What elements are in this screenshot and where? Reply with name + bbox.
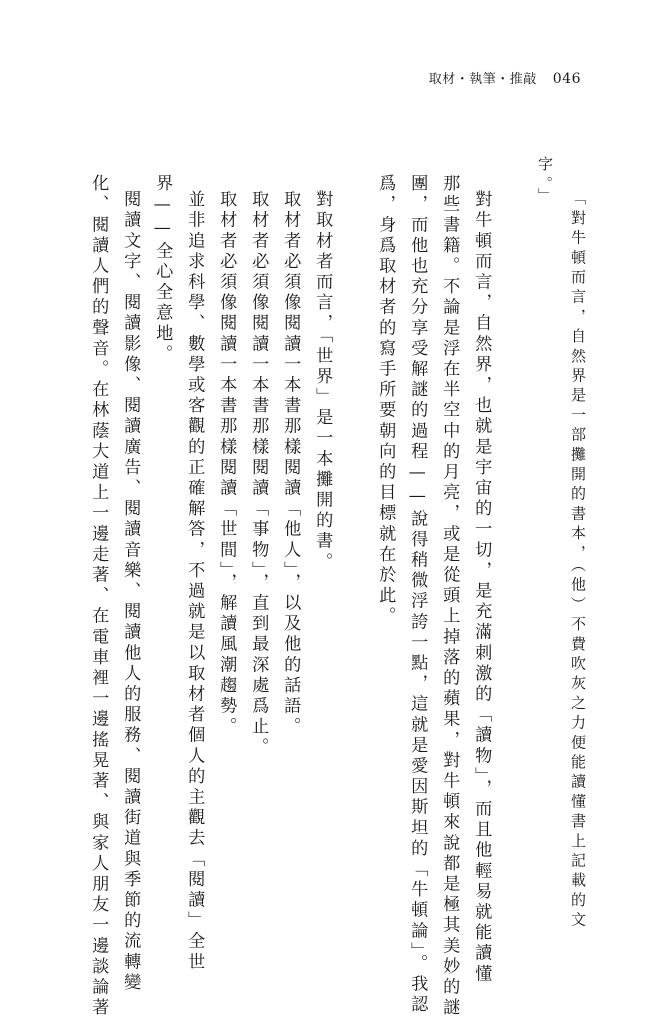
chapter-title: 取材・執筆・推敲 <box>428 72 537 87</box>
running-header <box>429 68 581 87</box>
body-text-line: 並非追求科學、數學或客觀的正確解答，不過就是以取材者個人的主觀去「閱讀」全世 <box>184 190 205 973</box>
body-text-line: 對取材者而言，「世界」是一本攤開的書。 <box>312 190 333 573</box>
body-text-line: 對牛頓而言，自然界，也就是宇宙的一切，是充滿刺激的「讀物」，而且他輕易就能讀懂 <box>471 190 492 985</box>
body-text-line: 那些書籍。不論是浮在半空中的月亮，或是從頭上掉落的蘋果，對牛頓來說都是極其美妙的謎 <box>439 174 460 1019</box>
body-text-line: 化、閱讀人們的聲音。在林蔭大道上一邊走著、在電車裡一邊搖晃著、與家人朋友一邊談論著 <box>88 174 109 1019</box>
body-text-line: 界——全心全意地。 <box>152 174 173 365</box>
page-number: 046 <box>552 71 581 87</box>
body-text-line: 爲，身爲取材者的寫手所要朝向的目標就在於此。 <box>375 174 396 628</box>
quote-line: 「對牛頓而言，自然界是一部攤開的書本，（他）不費吹灰之力便能讀懂書上記載的文 <box>569 190 587 932</box>
body-text-line: 取材者必須像閱讀一本書那樣閱讀「事物」，直到最深處爲止。 <box>248 190 269 759</box>
body-text-line: 取材者必須像閱讀一本書那樣閱讀「世間」，解讀風潮趨勢。 <box>216 190 237 738</box>
body-text-line: 團，而他也充分享受解謎的過程——說得稍微浮誇一點，這就是愛因斯坦的「牛頓論」。我認 <box>407 174 428 1016</box>
quote-line: 字。」 <box>536 156 554 208</box>
body-text-line: 閱讀文字、閱讀影像、閱讀廣告、閱讀音樂、閱讀他人的服務、閱讀街道與季節的流轉變 <box>120 190 141 994</box>
body-text-line: 取材者必須像閱讀一本書那樣閱讀「他人」，以及他的話語。 <box>280 190 301 738</box>
